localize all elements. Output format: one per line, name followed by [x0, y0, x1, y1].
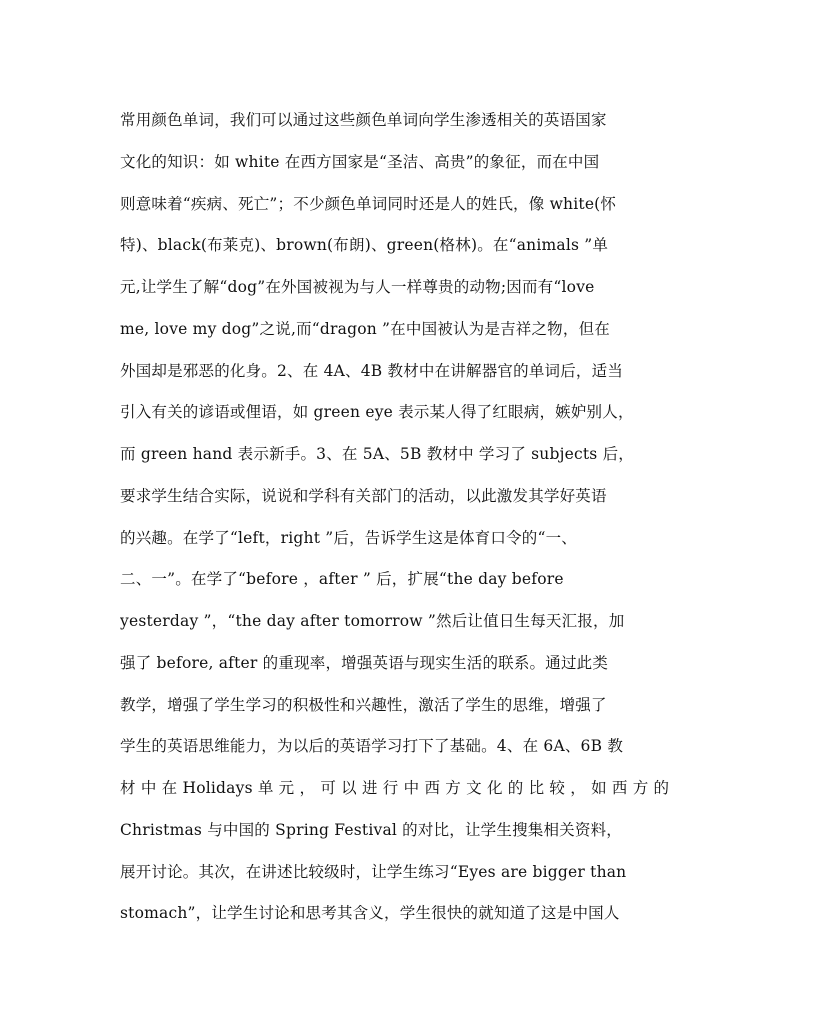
- text-line: Christmas 与中国的 Spring Festival 的对比，让学生搜集相关资料，: [120, 820, 622, 839]
- text-line: me, love my dog”之说,而“dragon ”在中国被认为是吉祥之物，但在: [120, 319, 610, 338]
- text-line: 则意味着“疾病、死亡”；不少颜色单词同时还是人的姓氏，像 white(怀: [120, 194, 617, 213]
- text-line: 展开讨论。其次，在讲述比较级时，让学生练习“Eyes are bigger than: [120, 862, 627, 881]
- text-line: 要求学生结合实际，说说和学科有关部门的活动，以此激发其学好英语: [120, 486, 607, 505]
- text-line: 常用颜色单词，我们可以通过这些颜色单词向学生渗透相关的英语国家: [120, 111, 607, 129]
- text-line: 二、一”。在学了“before ，after ” 后，扩展“the day before: [120, 570, 564, 589]
- text-line: 外国却是邪恶的化身。2、在 4A、4B 教材中在讲解器官的单词后，适当: [120, 361, 624, 380]
- text-line: 的兴趣。在学了“left，right ”后，告诉学生这是体育口令的“一、: [120, 528, 577, 547]
- body-text: [120, 100, 720, 935]
- text-line: 教学，增强了学生学习的积极性和兴趣性，激活了学生的思维，增强了: [120, 695, 607, 714]
- text-line: 强了 before, after 的重现率，增强英语与现实生活的联系。通过此类: [120, 653, 609, 672]
- text-line: 特)、black(布莱克)、brown(布朗)、green(格林)。在“animals ”单: [120, 236, 609, 255]
- text-line: 元,让学生了解“dog”在外国被视为与人一样尊贵的动物;因而有“love: [120, 278, 595, 296]
- text-line: 引入有关的谚语或俚语，如 green eye 表示某人得了红眼病，嫉妒别人，: [120, 403, 634, 422]
- text-line: 而 green hand 表示新手。3、在 5A、5B 教材中 学习了 subjects 后，: [120, 445, 634, 463]
- text-line: stomach”，让学生讨论和思考其含义，学生很快的就知道了这是中国人: [120, 904, 620, 923]
- text-line: 材 中 在 Holidays 单 元 ， 可 以 进 行 中 西 方 文 化 的 比 较 ， 如 西 方 的: [120, 779, 670, 797]
- text-line: yesterday ”，“the day after tomorrow ”然后让值日生每天汇报，加: [120, 612, 625, 630]
- text-line: 文化的知识：如 white 在西方国家是“圣洁、高贵”的象征，而在中国: [120, 152, 600, 171]
- text-line: 学生的英语思维能力，为以后的英语学习打下了基础。4、在 6A、6B 教: [120, 737, 624, 756]
